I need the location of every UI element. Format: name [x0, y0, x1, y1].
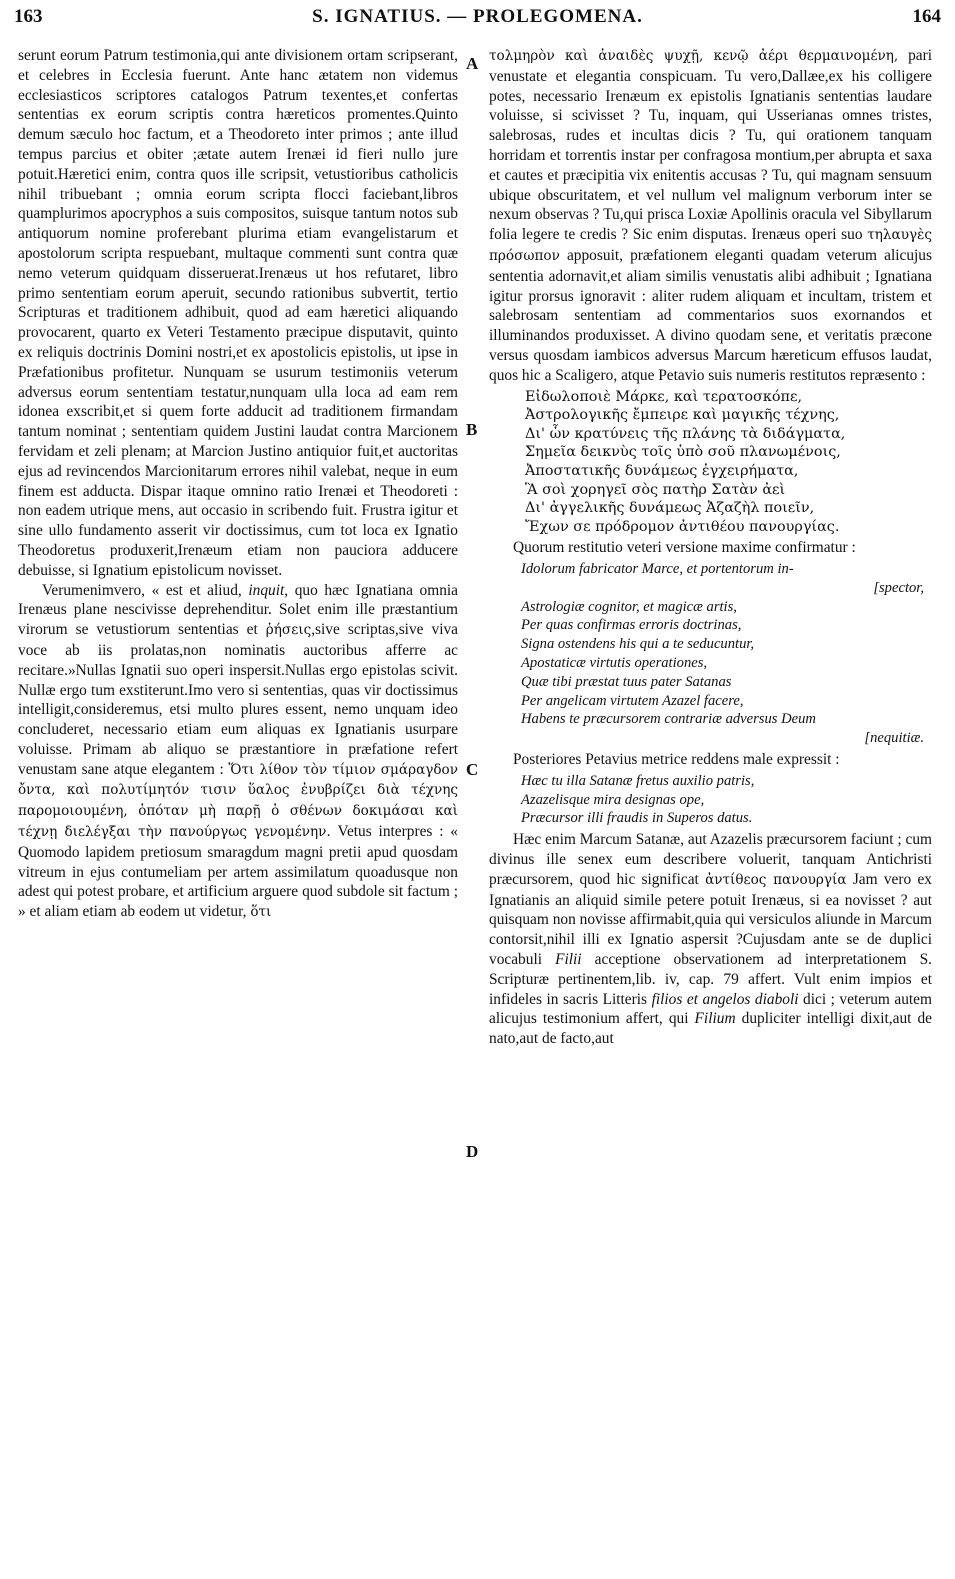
latin-verse-line: Hæc tu illa Satanæ fretus auxilio patris,	[521, 772, 755, 789]
greek-verse-line: Ἃ σοὶ χορηγεῖ σὸς πατὴρ Σατὰν ἀεὶ	[525, 481, 786, 498]
latin-verse-line: Signa ostendens his qui a te seducuntur,	[521, 636, 755, 653]
page-number-right: 164	[912, 6, 941, 27]
greek-verse-line: Ἀστρολογικῆς ἔμπειρε καὶ μαγικῆς τέχνης,	[525, 407, 840, 424]
page-header	[0, 0, 955, 36]
petavius-verses	[521, 772, 932, 828]
right-column	[489, 46, 932, 1049]
latin-verse-continuation: [nequitiæ.	[864, 730, 924, 747]
right-paragraph-2: Quorum restitutio veteri versione maxime confirmatur :	[513, 539, 856, 557]
greek-verses	[525, 388, 932, 537]
latin-verse-line: Apostaticæ virtutis operationes,	[521, 655, 708, 672]
greek-verse-line: Εἰδωλοποιὲ Μάρκε, καὶ τερατοσκόπε,	[525, 388, 803, 405]
right-paragraph-1: τολμηρὸν καὶ ἀναιδὲς ψυχῇ, κενῷ ἀέρι θερμαινομένη, pari venustate et elegantia conspicuam. Tu vero,Dallæe,ex his colligere potes, necessario Irenæum ex epistolis Ignatianis sententias laudare voluisse, si scivisset ? Tu, inquam, qui Usserianas omnes tristes, salebrosas, rudes et incultas dicis ? Tu, qui orationem tanquam horridam et torrentis instar per confragosa montium,per abrupta et saxa et cautes et præcipitia vix enitentis accusas ? Tu, qui magnam sensuum ubique obscuritatem, et vel nullum vel malignum verborum inter se nexum observas ? Tu,qui prisca Loxiæ Apollinis oracula vel Sibyllarum folia legere te credis ? Sic enim disputas. Irenæus operi suo τηλαυγὲς πρόσωπον apposuit, præfationem eleganti quadam veterum alicujus sententia adornavit,et aliam similis venustatis alibi adhibuit ; Ignatiana igitur prorsus ignoravit : aliter rudem aliquam et incultam, tristem et salebrosam sententiam ad commentarios suos exornandos et illuminandos produxisset. A divino quodam sene, et veritatis præcone versus quosdam iambicos adversus Marcum hæreticum effusos laudat, quos hic a Scaligero, atque Petavio suis numeris restitutos repræsento :	[489, 47, 933, 384]
latin-verse-line: Per angelicam virtutem Azazel facere,	[521, 692, 744, 709]
latin-verse-line: Præcursor illi fraudis in Superos datus.	[521, 810, 753, 827]
right-paragraph-4: Hæc enim Marcum Satanæ, aut Azazelis præcursorem faciunt ; cum divinus ille senex eum describere voluerit, tanquam Antichristi præcursorem, quod hic significat ἀντίθεος πανουργία Jam vero ex Ignatianis an aliquid simile petere potuit Irenæus, si ea novisset ? aut quisquam non novisse affirmabit,quia qui versiculos aliunde in Marcum contorsit,nihil illi ex Ignatio aspersit ?Cujusdam ante se de duplici vocabuli Filii acceptione observationem ad interpretationem S. Scripturæ pertinentem,lib. iv, cap. 79 affert. Vult enim impios et infideles in sacris Litteris filios et angelos diaboli dici ; veterum autem alicujus testimonium affert, qui Filium dupliciter intelligi dixit,aut de nato,aut de facto,aut	[489, 831, 933, 1048]
latin-verse-line: Idolorum fabricator Marce, et portentorum in-	[521, 561, 794, 578]
latin-verse-line: Astrologiæ cognitor, et magicæ artis,	[521, 598, 737, 615]
greek-verse-line: Δι' ὧν κρατύνεις τῆς πλάνης τὰ διδάγματα,	[525, 425, 846, 442]
greek-verse-line: Δι' ἀγγελικῆς δυνάμεως Ἀζαζὴλ ποιεῖν,	[525, 500, 815, 517]
running-title: S. IGNATIUS. — PROLEGOMENA.	[312, 6, 643, 27]
latin-verse-line: Per quas confirmas erroris doctrinas,	[521, 617, 742, 634]
greek-verse-line: Ἀποστατικῆς δυνάμεως ἐγχειρήματα,	[525, 462, 799, 479]
latin-verse-line: Azazelisque mira designas ope,	[521, 791, 705, 808]
greek-verse-line: Ἔχων σε πρόδρομον ἀντιθέου πανουργίας.	[525, 518, 840, 535]
margin-letter-a: A	[466, 54, 479, 73]
left-paragraph-1: serunt eorum Patrum testimonia,qui ante divisionem ortam scripserant, et celebres in Ecclesia fuerunt. Ante hanc ætatem non videmus ecclesiasticos scriptores catalogos Patrum texentes,et confertas sententias ex eorum scriptis contra hæreticos promentes.Quinto demum sæculo hoc factum, et a Theodoreto inter primos ; ante illud tempus parcius et obiter ;ætate autem Irenæi id fieri nullo jure potuit.Hæretici enim, contra quos ille scripsit, vetustioribus catholicis nihil tribuebant ; omnia eorum scripta flocci faciebant,libros quamplurimos apocryphos a suis compositos, suisque tantum notos sub antiquorum nomine proferebant plurima etiam evangelistarum et apostolorum scripta respuebant, multaque commenti sunt contra quæ nemo veterum quidquam disseruerat.Irenæus ut hos refutaret, libro primo sententiam eorum aperuit, secundo rationibus subvertit, tertio Scripturas et traditionem adhibuit, quod ad eam hæretici aliquando provocarent, quarto ex Veteri Testamento præcipue disputavit, quinto ex reliquis doctrinis Domini nostri,et ex apostolicis epistolis, ut ipse in Præfationibus profitetur. Nunquam se usurum testimoniis veterum adversus eorum sententiam testatur,nunquam ulla loca ad eam rem idonea exscribit,et si quem forte adducit ad traditionem firmandam tantum nominat ; sententiam quidem Justini laudat contra Marcionem fervidam et zeli plenam; at Marcion Justino antiquior fuit,et auctoritas ejus ad revincendos Marcionitarum errores nihil valebat, neque in eum finem est adducta. Dispar itaque omnino ratio Irenæi et Theodoreti : non eadem utrique mens, aut occasio in scribendo fuit. Frustra igitur et sine ullo fundamento asserit vir doctissimus, cum tot loca ex Ignatio Theodoretus produxerit,Irenæum etiam non pauciora adducere debuisse, si Ignatium epistolicum novisset.	[18, 47, 458, 579]
latin-verse-line: Habens te præcursorem contrariæ adversus Deum	[521, 711, 816, 728]
greek-verse-line: Σημεῖα δεικνὺς τοῖς ὑπὸ σοῦ πλανωμένοις,	[525, 444, 841, 461]
page-number-left: 163	[14, 6, 43, 27]
margin-letter-d: D	[466, 1142, 479, 1161]
right-paragraph-3: Posteriores Petavius metrice reddens male expressit :	[513, 751, 840, 769]
latin-verses	[521, 560, 932, 748]
margin-letter-c: C	[466, 760, 479, 779]
left-column	[18, 46, 458, 923]
margin-letter-b: B	[466, 420, 478, 439]
left-paragraph-2: Verumenimvero, « est et aliud, inquit, quo hæc Ignatiana omnia Irenæus plane nescivisse deprehenditur. Solet enim ille præstantium virorum se vetustiorum sententias et ῥήσεις,sive scriptas,sive viva voce ab iis prolatas,non nominatis auctoribus afferre ac recitare.»Nullas Ignatii suo operi inspersit.Nullas ergo epistolas scivit. Nullæ ergo tum exstiterunt.Imo vero si sententias, quas vir doctissimus intelligit,consideremus, etsi multo plures essent, nemo unquam ideo concluderet, necessario etiam eum aliquas ex Ignatianis usurpare voluisse. Primam ab aliquo se præstantiore in præfatione refert venustam sane atque elegantem : Ὅτι λίθον τὸν τίμιον σμάραγδον ὄντα, καὶ πολυτίμητόν τισιν ὕαλος ἐνυβρίζει διὰ τέχνης παρομοιουμένη, ὁπόταν μὴ παρῇ ὁ σθένων δοκιμάσαι καὶ τέχνῃ διελέγξαι τὴν πανούργως γενομένην. Vetus interpres : « Quomodo lapidem pretiosum smaragdum magni pretii apud quosdam vitreum in ejus contumeliam per artem assimilatum quoadusque non adest qui potest probare, et artificium arguere quod subdole sit factum ; » et aliam etiam ab eodem ut videtur, ὅτι	[18, 581, 459, 921]
latin-verse-continuation: [spector,	[873, 579, 924, 596]
latin-verse-line: Quæ tibi præstat tuus pater Satanas	[521, 673, 732, 690]
